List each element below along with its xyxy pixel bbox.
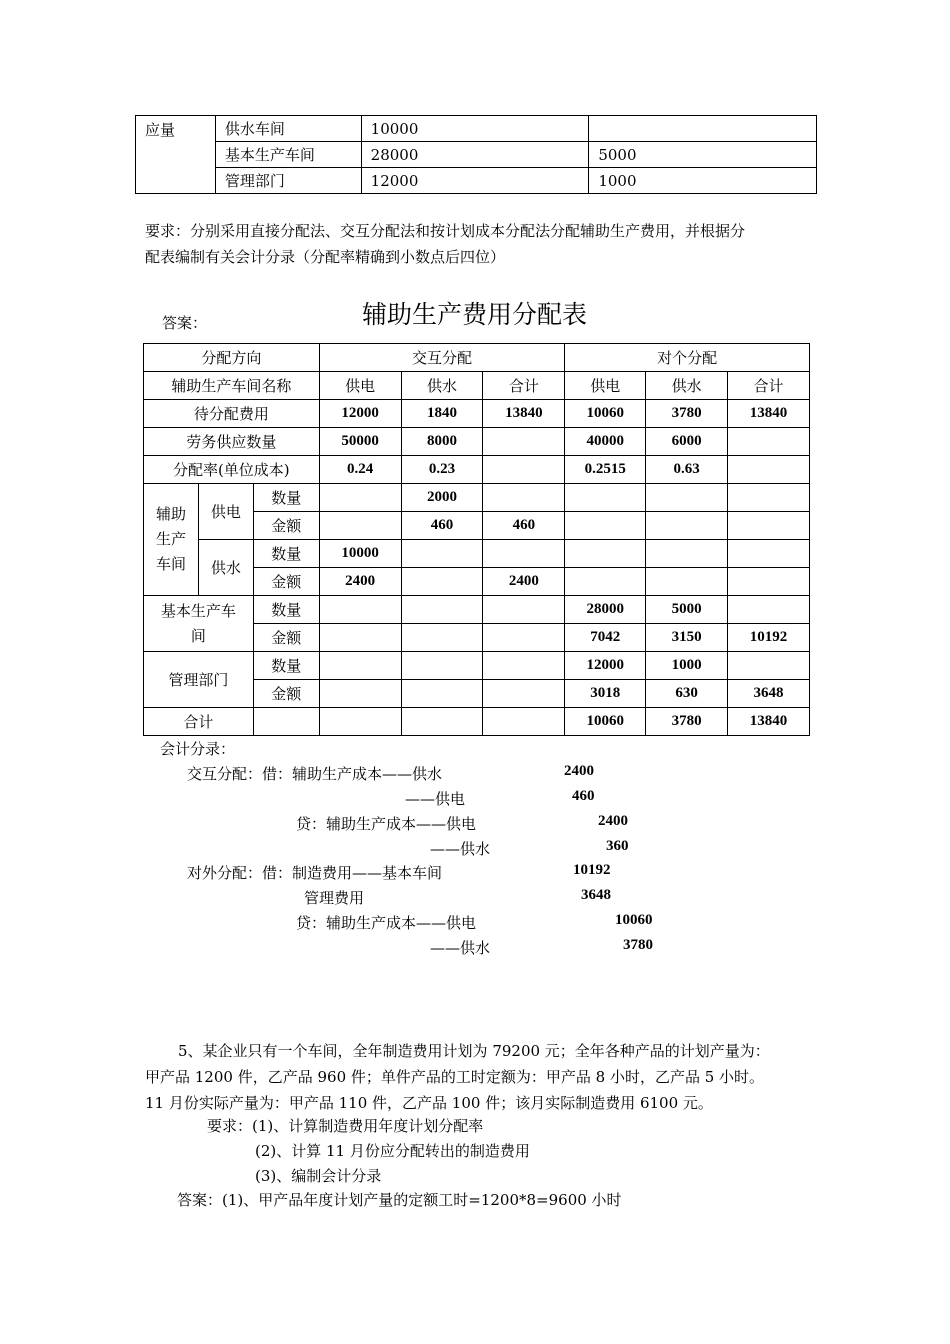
cell: 460	[401, 512, 483, 540]
cell: 3780	[646, 708, 728, 736]
group-label: 应量	[136, 116, 216, 194]
cell	[565, 512, 646, 540]
cell: 0.63	[646, 456, 728, 484]
header-external: 对个分配	[565, 344, 810, 372]
journal-line: ——供电	[405, 790, 466, 808]
cell	[319, 512, 401, 540]
header-direction: 分配方向	[144, 344, 320, 372]
q5-req-1: 要求：(1)、计算制造费用年度计划分配率	[207, 1117, 484, 1135]
aux-line: 车间	[155, 555, 186, 573]
cell: 0.23	[401, 456, 483, 484]
journal-line: ——供水	[430, 840, 491, 858]
qty-label: 数量	[253, 652, 319, 680]
answer-label: 答案：	[162, 314, 208, 332]
cell: 28000	[565, 596, 646, 624]
header-power: 供电	[565, 372, 646, 400]
journal-amount: 2400	[598, 813, 628, 829]
cell: 6000	[646, 428, 728, 456]
cell: 3648	[728, 680, 810, 708]
cell: 2400	[319, 568, 401, 596]
row-value: 1000	[589, 168, 817, 194]
journal-line: 交互分配：借：辅助生产成本——供水	[187, 765, 443, 783]
row-label: 劳务供应数量	[144, 428, 320, 456]
cell: 10060	[565, 708, 646, 736]
cell: 7042	[565, 624, 646, 652]
cell: 5000	[646, 596, 728, 624]
cell	[401, 708, 483, 736]
journal-heading: 会计分录：	[160, 740, 236, 758]
cell	[483, 484, 565, 512]
cell	[319, 596, 401, 624]
table-row	[144, 596, 810, 624]
cell	[483, 680, 565, 708]
cell	[319, 624, 401, 652]
total-label: 合计	[144, 708, 254, 736]
journal-line: ——供水	[430, 939, 491, 957]
cell: 13840	[483, 400, 565, 428]
cell: 50000	[319, 428, 401, 456]
cell	[401, 596, 483, 624]
row-value: 5000	[589, 142, 817, 168]
cell	[319, 652, 401, 680]
journal-amount: 460	[572, 788, 595, 804]
cell: 630	[646, 680, 728, 708]
cell	[728, 568, 810, 596]
table-row	[144, 484, 810, 512]
q5-req-3: (3)、编制会计分录	[255, 1167, 382, 1185]
cell	[483, 596, 565, 624]
basic-line: 间	[190, 626, 206, 645]
header-interactive: 交互分配	[319, 344, 565, 372]
cell: 13840	[728, 400, 810, 428]
water-label: 供水	[198, 540, 253, 596]
cell	[728, 596, 810, 624]
journal-amount: 10060	[615, 912, 653, 928]
basic-workshop-label	[144, 596, 254, 652]
workshop-supply-table	[135, 115, 817, 194]
table-row	[144, 652, 810, 680]
qty-label: 数量	[253, 540, 319, 568]
cell: 10060	[565, 400, 646, 428]
cell	[319, 680, 401, 708]
cell: 12000	[565, 652, 646, 680]
cell: 3780	[646, 400, 728, 428]
row-value: 10000	[361, 116, 589, 142]
journal-amount: 2400	[564, 763, 594, 779]
aux-workshop-label	[144, 484, 199, 596]
cell	[728, 456, 810, 484]
row-value: 12000	[361, 168, 589, 194]
journal-amount: 10192	[573, 862, 611, 878]
cell: 1000	[646, 652, 728, 680]
cell	[319, 708, 401, 736]
row-name: 管理部门	[215, 168, 361, 194]
cell: 10192	[728, 624, 810, 652]
cell	[646, 540, 728, 568]
allocation-table	[143, 343, 810, 736]
q5-answer: 答案：(1)、甲产品年度计划产量的定额工时=1200*8=9600 小时	[177, 1191, 622, 1209]
qty-label: 数量	[253, 484, 319, 512]
table-row	[144, 708, 810, 736]
cell: 0.24	[319, 456, 401, 484]
cell: 2000	[401, 484, 483, 512]
amt-label: 金额	[253, 680, 319, 708]
cell	[401, 540, 483, 568]
header-workshop: 辅助生产车间名称	[144, 372, 320, 400]
cell	[253, 708, 319, 736]
cell	[401, 568, 483, 596]
power-label: 供电	[198, 484, 253, 540]
cell	[401, 624, 483, 652]
row-label: 分配率(单位成本)	[144, 456, 320, 484]
row-name: 供水车间	[215, 116, 361, 142]
cell: 3018	[565, 680, 646, 708]
header-power: 供电	[319, 372, 401, 400]
q5-line-2: 甲产品 1200 件，乙产品 960 件；单件产品的工时定额为：甲产品 8 小时，乙产品 5 小时。	[145, 1068, 765, 1086]
cell: 8000	[401, 428, 483, 456]
requirement-line-2: 配表编制有关会计分录（分配率精确到小数点后四位）	[145, 248, 506, 266]
table-row	[144, 428, 810, 456]
journal-line: 管理费用	[304, 889, 365, 907]
cell: 10000	[319, 540, 401, 568]
cell	[646, 568, 728, 596]
journal-line: 对外分配：借：制造费用——基本车间	[187, 864, 443, 882]
cell	[565, 568, 646, 596]
cell: 2400	[483, 568, 565, 596]
cell	[483, 456, 565, 484]
cell	[728, 484, 810, 512]
cell	[401, 652, 483, 680]
q5-line-1: 5、某企业只有一个车间，全年制造费用计划为 79200 元；全年各种产品的计划产量为：	[178, 1042, 770, 1060]
journal-line: 贷：辅助生产成本——供电	[296, 815, 477, 833]
cell: 40000	[565, 428, 646, 456]
header-total: 合计	[483, 372, 565, 400]
header-water: 供水	[646, 372, 728, 400]
row-value: 28000	[361, 142, 589, 168]
q5-line-3: 11 月份实际产量为：甲产品 110 件，乙产品 100 件；该月实际制造费用 6100 元。	[145, 1094, 713, 1112]
table-row	[144, 540, 810, 568]
header-total: 合计	[728, 372, 810, 400]
cell: 0.2515	[565, 456, 646, 484]
cell	[728, 428, 810, 456]
cell	[646, 484, 728, 512]
cell: 13840	[728, 708, 810, 736]
header-water: 供水	[401, 372, 483, 400]
journal-line: 贷：辅助生产成本——供电	[296, 914, 477, 932]
journal-amount: 3648	[581, 887, 611, 903]
row-label: 待分配费用	[144, 400, 320, 428]
mgmt-label: 管理部门	[144, 652, 254, 708]
amt-label: 金额	[253, 568, 319, 596]
journal-amount: 360	[606, 838, 629, 854]
row-value	[589, 116, 817, 142]
table-row	[144, 400, 810, 428]
cell	[401, 680, 483, 708]
cell	[483, 540, 565, 568]
aux-line: 生产	[155, 530, 186, 548]
cell	[728, 512, 810, 540]
requirement-line-1: 要求：分别采用直接分配法、交互分配法和按计划成本分配法分配辅助生产费用，并根据分	[145, 222, 746, 240]
journal-amount: 3780	[623, 937, 653, 953]
cell	[483, 652, 565, 680]
cell	[565, 540, 646, 568]
amt-label: 金额	[253, 624, 319, 652]
cell	[319, 484, 401, 512]
cell	[728, 540, 810, 568]
cell	[483, 428, 565, 456]
cell	[483, 708, 565, 736]
row-name: 基本生产车间	[215, 142, 361, 168]
cell: 3150	[646, 624, 728, 652]
cell: 460	[483, 512, 565, 540]
cell	[728, 652, 810, 680]
amt-label: 金额	[253, 512, 319, 540]
cell: 1840	[401, 400, 483, 428]
basic-line: 基本生产车	[160, 601, 236, 620]
cell	[646, 512, 728, 540]
qty-label: 数量	[253, 596, 319, 624]
aux-line: 辅助	[155, 505, 186, 523]
cell	[483, 624, 565, 652]
table-row	[144, 456, 810, 484]
cell: 12000	[319, 400, 401, 428]
cell	[565, 484, 646, 512]
q5-req-2: (2)、计算 11 月份应分配转出的制造费用	[255, 1142, 530, 1160]
table-title: 辅助生产费用分配表	[362, 300, 588, 329]
